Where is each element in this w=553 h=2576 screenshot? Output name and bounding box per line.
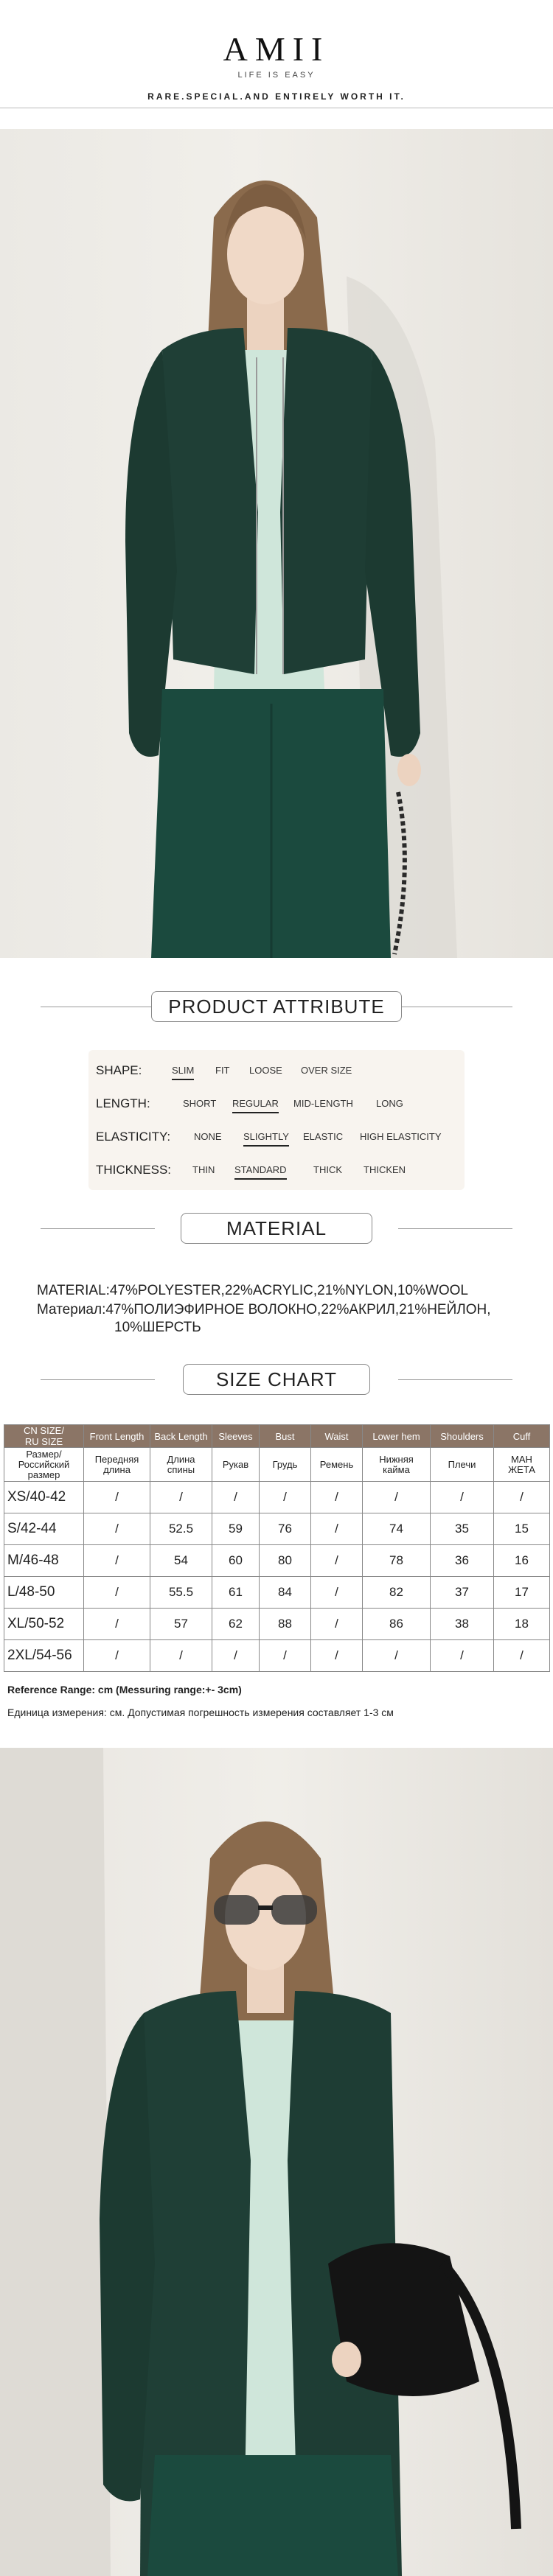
size-value-cell: 59 (212, 1513, 260, 1545)
size-value-cell: / (150, 1482, 212, 1513)
size-label-cell: 2XL/54-56 (4, 1640, 84, 1672)
size-label-cell: S/42-44 (4, 1513, 84, 1545)
size-value-cell: / (311, 1513, 363, 1545)
size-value-cell: 88 (260, 1609, 311, 1640)
size-value-cell: 76 (260, 1513, 311, 1545)
size-value-cell: 62 (212, 1609, 260, 1640)
size-rows (4, 1482, 550, 1672)
size-value-cell: 16 (494, 1545, 550, 1577)
attr-row-shape: SHAPE: SLIM FIT LOOSE OVER SIZE (96, 1063, 352, 1077)
size-row (4, 1640, 550, 1672)
attr-row-elasticity: ELASTICITY: NONE SLIGHTLY ELASTIC HIGH ELASTICITY (96, 1130, 442, 1144)
size-value-cell: / (260, 1482, 311, 1513)
size-header-row-en: CN SIZE/ RU SIZE Front Length Back Length Sleeves Bust Waist Lower hem Shoulders Cuff (4, 1425, 550, 1448)
size-value-cell: / (311, 1609, 363, 1640)
brand-tagline: LIFE IS EASY (237, 71, 316, 80)
size-value-cell: 15 (494, 1513, 550, 1545)
size-label-cell: M/46-48 (4, 1545, 84, 1577)
size-value-cell: 61 (212, 1577, 260, 1609)
size-value-cell: / (363, 1482, 431, 1513)
size-value-cell: / (84, 1482, 150, 1513)
brand-header (0, 0, 553, 111)
size-value-cell: / (260, 1640, 311, 1672)
size-label-cell: L/48-50 (4, 1577, 84, 1609)
size-value-cell: 74 (363, 1513, 431, 1545)
size-note-ru: Единица измерения: см. Допустимая погрешность измерения составляет 1-3 см (7, 1707, 394, 1718)
size-value-cell: 84 (260, 1577, 311, 1609)
attr-row-length: LENGTH: SHORT REGULAR MID-LENGTH LONG (96, 1096, 403, 1110)
size-value-cell: 82 (363, 1577, 431, 1609)
size-value-cell: / (363, 1640, 431, 1672)
size-title-label: SIZE CHART (183, 1364, 370, 1395)
size-header-row-ru: Размер/ Российский размер Передняя длина Длина спины Рукав Грудь Ремень Нижняя кайма Плечи МАН ЖЕТА (4, 1448, 550, 1482)
attribute-section-title (0, 991, 553, 1023)
size-value-cell: / (84, 1640, 150, 1672)
size-label-cell: XS/40-42 (4, 1482, 84, 1513)
material-section-title (0, 1213, 553, 1245)
size-chart-table (4, 1424, 550, 1672)
size-value-cell: / (311, 1640, 363, 1672)
size-value-cell: / (311, 1482, 363, 1513)
size-row (4, 1482, 550, 1513)
size-label-cell: XL/50-52 (4, 1609, 84, 1640)
size-value-cell: / (311, 1545, 363, 1577)
size-value-cell: 57 (150, 1609, 212, 1640)
size-value-cell: 35 (431, 1513, 494, 1545)
size-value-cell: / (311, 1577, 363, 1609)
attribute-panel (88, 1050, 465, 1190)
size-value-cell: / (212, 1640, 260, 1672)
size-value-cell: 38 (431, 1609, 494, 1640)
size-value-cell: 86 (363, 1609, 431, 1640)
size-value-cell: / (84, 1513, 150, 1545)
size-value-cell: 54 (150, 1545, 212, 1577)
size-value-cell: / (431, 1640, 494, 1672)
brand-logo: AMII (223, 30, 330, 68)
size-value-cell: / (84, 1577, 150, 1609)
size-value-cell: 18 (494, 1609, 550, 1640)
attribute-title-label: PRODUCT ATTRIBUTE (151, 991, 402, 1022)
brand-slogan: RARE.SPECIAL.AND ENTIRELY WORTH IT. (147, 91, 406, 102)
size-value-cell: 52.5 (150, 1513, 212, 1545)
size-value-cell: / (494, 1482, 550, 1513)
model-illustration-second (0, 1748, 553, 2576)
size-value-cell: 80 (260, 1545, 311, 1577)
size-value-cell: 36 (431, 1545, 494, 1577)
material-text-ru: Материал:47%ПОЛИЭФИРНОЕ ВОЛОКНО,22%АКРИЛ,21%НЕЙЛОН, (37, 1302, 491, 1317)
size-row (4, 1609, 550, 1640)
size-note-en: Reference Range: cm (Messuring range:+- 3cm) (7, 1684, 242, 1695)
size-value-cell: 78 (363, 1545, 431, 1577)
product-photo-front (0, 129, 553, 958)
size-value-cell: 37 (431, 1577, 494, 1609)
size-value-cell: 17 (494, 1577, 550, 1609)
size-value-cell: / (84, 1545, 150, 1577)
attr-row-thickness: THICKNESS: THIN STANDARD THICK THICKEN (96, 1163, 406, 1177)
size-row (4, 1545, 550, 1577)
size-row (4, 1577, 550, 1609)
size-value-cell: / (84, 1609, 150, 1640)
material-text-ru-cont: 10%ШЕРСТЬ (114, 1320, 201, 1335)
size-value-cell: / (212, 1482, 260, 1513)
size-row (4, 1513, 550, 1545)
size-value-cell: / (431, 1482, 494, 1513)
product-photo-second (0, 1748, 553, 2576)
size-value-cell: / (150, 1640, 212, 1672)
size-value-cell: / (494, 1640, 550, 1672)
material-title-label: MATERIAL (181, 1213, 372, 1244)
size-value-cell: 60 (212, 1545, 260, 1577)
size-section-title (0, 1364, 553, 1396)
material-text-en: MATERIAL:47%POLYESTER,22%ACRYLIC,21%NYLON,10%WOOL (37, 1283, 468, 1298)
size-value-cell: 55.5 (150, 1577, 212, 1609)
model-illustration-front (0, 129, 553, 958)
